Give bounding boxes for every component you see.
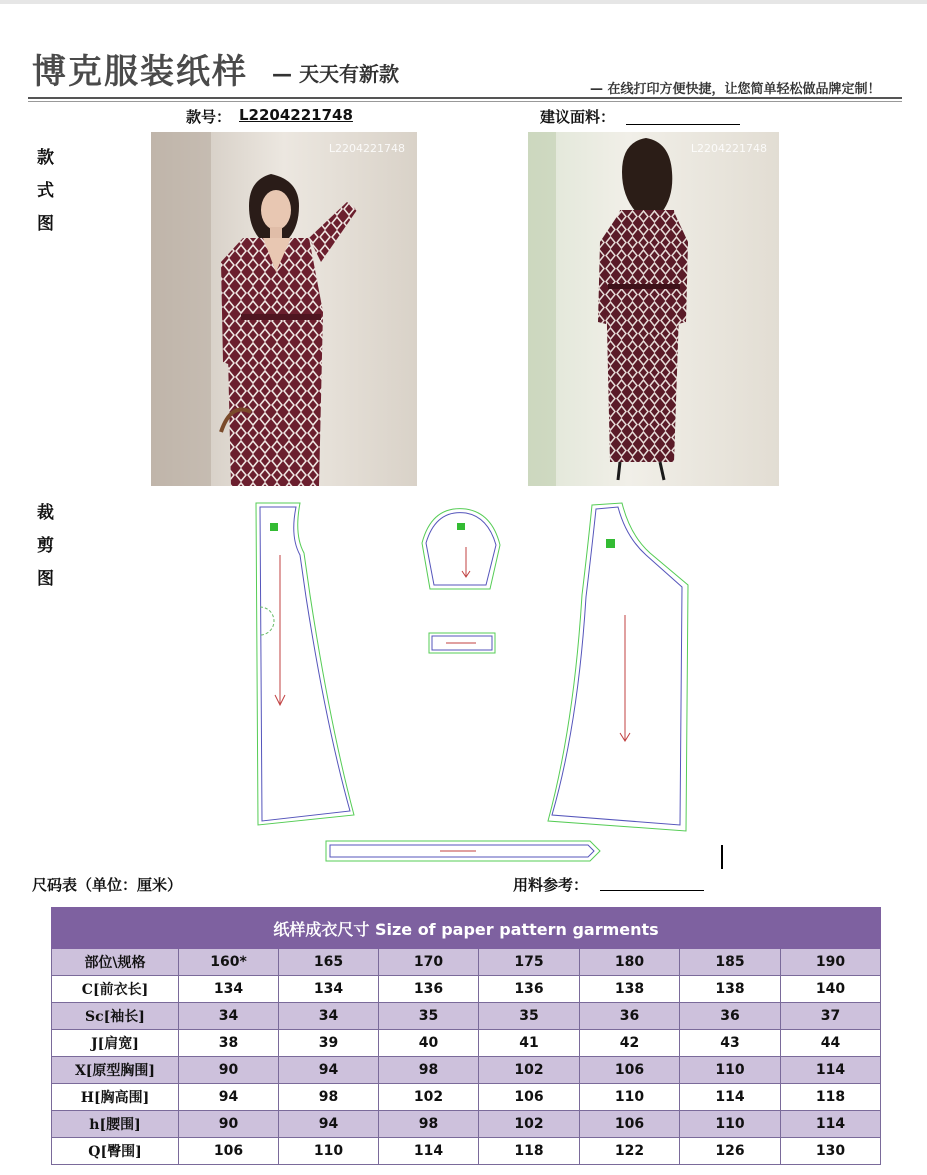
row-label: H[胸高围] (52, 1084, 179, 1111)
table-cell: 34 (279, 1003, 379, 1030)
fabric-blank (626, 108, 740, 125)
header-cell: 160* (179, 949, 279, 976)
header-cell: 190 (781, 949, 881, 976)
table-cell: 134 (279, 976, 379, 1003)
cut-label-char: 裁 (37, 503, 54, 523)
table-row (52, 1030, 881, 1057)
size-table-header-row (52, 949, 881, 976)
table-cell: 36 (680, 1003, 781, 1030)
table-cell: 94 (279, 1057, 379, 1084)
table-cell: 140 (781, 976, 881, 1003)
table-cell: 110 (580, 1084, 680, 1111)
table-row (52, 1003, 881, 1030)
table-cell: 118 (479, 1138, 580, 1165)
table-cell: 106 (179, 1138, 279, 1165)
table-cell: 136 (479, 976, 580, 1003)
size-table (51, 907, 881, 1165)
table-cell: 37 (781, 1003, 881, 1030)
back-bodice-piece (548, 503, 688, 831)
tagline: — 在线打印方便快捷，让您简单轻松做品牌定制！ (590, 82, 881, 97)
table-cell: 90 (179, 1111, 279, 1138)
row-label: J[肩宽] (52, 1030, 179, 1057)
header-cell: 170 (379, 949, 479, 976)
fabric-label: 建议面料： (540, 108, 616, 126)
usage-blank (600, 874, 704, 891)
style-no-label: 款号： (186, 108, 232, 126)
table-cell: 39 (279, 1030, 379, 1057)
header-rule (28, 97, 902, 99)
table-cell: 102 (379, 1084, 479, 1111)
table-cell: 114 (781, 1111, 881, 1138)
row-label: Q[臀围] (52, 1138, 179, 1165)
row-label: X[原型胸围] (52, 1057, 179, 1084)
table-cell: 138 (680, 976, 781, 1003)
header-cell: 165 (279, 949, 379, 976)
table-cell: 122 (580, 1138, 680, 1165)
cut-label-char: 剪 (37, 536, 54, 556)
table-cell: 98 (379, 1057, 479, 1084)
table-row (52, 1057, 881, 1084)
cutting-pattern-diagram (230, 495, 730, 870)
top-bar (0, 0, 927, 4)
table-cell: 118 (781, 1084, 881, 1111)
table-cell: 106 (580, 1111, 680, 1138)
cut-image-label (37, 497, 59, 596)
header-cell: 部位\规格 (52, 949, 179, 976)
table-cell: 110 (680, 1057, 781, 1084)
header-cell: 185 (680, 949, 781, 976)
table-cell: 134 (179, 976, 279, 1003)
table-row (52, 1138, 881, 1165)
front-view-photo (151, 132, 417, 486)
front-view-illustration (151, 132, 417, 486)
table-cell: 110 (279, 1138, 379, 1165)
table-row (52, 1084, 881, 1111)
table-cell: 98 (279, 1084, 379, 1111)
style-no-value: L2204221748 (239, 106, 353, 124)
table-cell: 98 (379, 1111, 479, 1138)
table-row (52, 976, 881, 1003)
table-cell: 38 (179, 1030, 279, 1057)
cut-label-char: 图 (37, 569, 54, 589)
table-cell: 136 (379, 976, 479, 1003)
table-cell: 106 (580, 1057, 680, 1084)
table-cell: 90 (179, 1057, 279, 1084)
table-cell: 130 (781, 1138, 881, 1165)
front-bodice-piece (256, 503, 354, 825)
table-cell: 114 (379, 1138, 479, 1165)
watermark: L2204221748 (690, 142, 767, 155)
belt-piece (326, 841, 600, 861)
table-cell: 43 (680, 1030, 781, 1057)
sleeve-piece (422, 509, 500, 589)
table-cell: 42 (580, 1030, 680, 1057)
table-cell: 40 (379, 1030, 479, 1057)
table-cell: 41 (479, 1030, 580, 1057)
style-label-char: 式 (37, 181, 54, 201)
style-label-char: 图 (37, 214, 54, 234)
table-cell: 114 (781, 1057, 881, 1084)
table-cell: 44 (781, 1030, 881, 1057)
row-label: Sc[袖长] (52, 1003, 179, 1030)
cuff-piece (429, 633, 495, 653)
table-cell: 126 (680, 1138, 781, 1165)
brand-subtitle: — 天天有新款 (272, 62, 399, 86)
table-cell: 138 (580, 976, 680, 1003)
table-cell: 36 (580, 1003, 680, 1030)
header-cell: 180 (580, 949, 680, 976)
table-cell: 35 (379, 1003, 479, 1030)
size-table-title: 纸样成衣尺寸 Size of paper pattern garments (52, 908, 881, 949)
table-cell: 102 (479, 1057, 580, 1084)
row-label: C[前衣长] (52, 976, 179, 1003)
header-cell: 175 (479, 949, 580, 976)
usage-label: 用料参考： (513, 876, 589, 894)
size-table-label: 尺码表（单位：厘米） (32, 876, 183, 894)
watermark: L2204221748 (328, 142, 405, 155)
brand-title: 博克服装纸样 (32, 52, 248, 92)
table-row (52, 1111, 881, 1138)
table-cell: 110 (680, 1111, 781, 1138)
table-cell: 94 (179, 1084, 279, 1111)
back-view-photo (528, 132, 779, 486)
table-cell: 102 (479, 1111, 580, 1138)
table-cell: 114 (680, 1084, 781, 1111)
table-cell: 35 (479, 1003, 580, 1030)
back-view-illustration (528, 132, 779, 486)
header-rule-thin (28, 101, 902, 102)
table-cell: 34 (179, 1003, 279, 1030)
style-label-char: 款 (37, 148, 54, 168)
table-cell: 106 (479, 1084, 580, 1111)
table-cell: 94 (279, 1111, 379, 1138)
style-image-label (37, 142, 59, 241)
row-label: h[腰围] (52, 1111, 179, 1138)
